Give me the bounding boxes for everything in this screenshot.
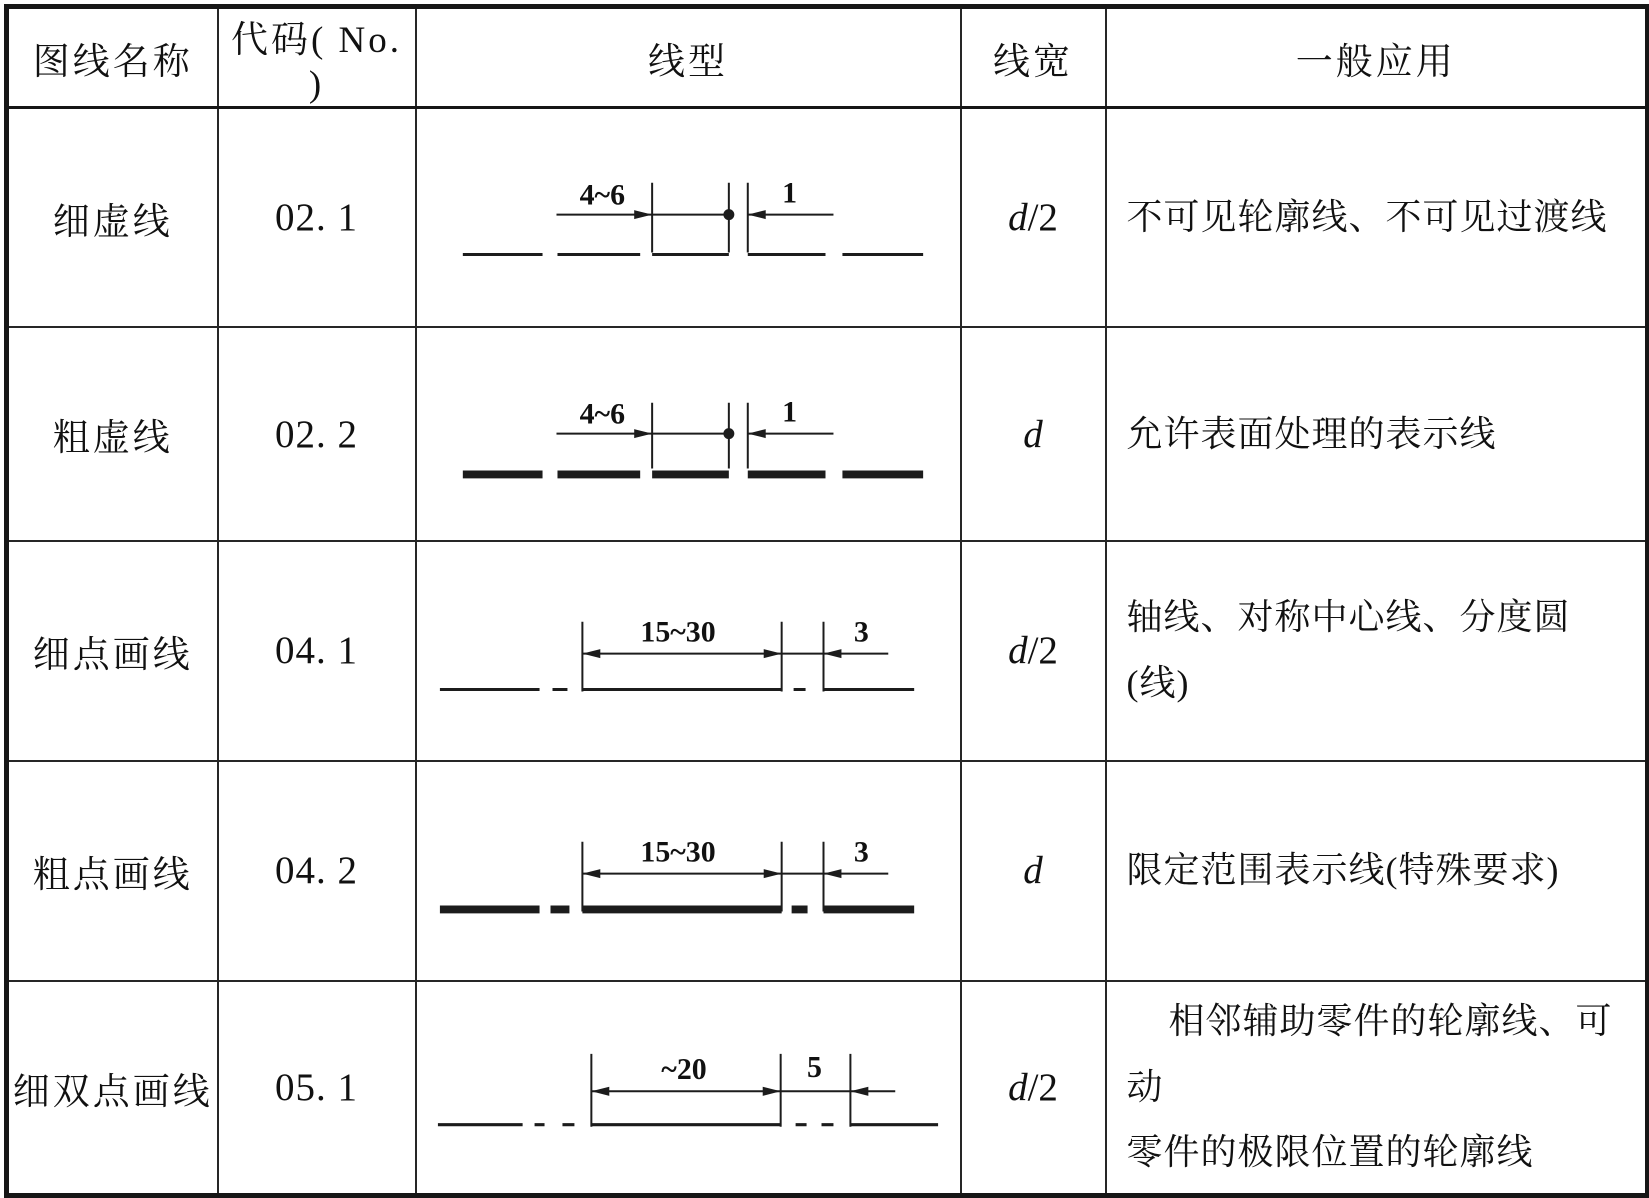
dot-marker xyxy=(723,428,734,439)
line-width-cell xyxy=(961,541,1106,760)
code-cell: 02. 2 xyxy=(218,327,416,541)
dimension-label-gap: 5 xyxy=(806,1049,822,1084)
table-row xyxy=(7,761,1648,981)
dimension-label-gap: 1 xyxy=(781,176,797,210)
line-pattern-diagram-thin-dash-dot xyxy=(416,541,961,760)
arrowhead-left-icon xyxy=(823,869,841,878)
header-line-name: 图线名称 xyxy=(7,7,218,108)
application-text: 轴线、对称中心线、分度圆(线) xyxy=(1126,597,1571,703)
arrowhead-right-icon xyxy=(762,1087,780,1096)
dashed-line-diagram xyxy=(417,328,960,540)
width-denominator: /2 xyxy=(1027,1066,1058,1110)
dimension-label-dash-length: 4~6 xyxy=(579,178,625,212)
table-row xyxy=(7,981,1648,1196)
arrowhead-right-icon xyxy=(634,429,652,438)
header-application: 一般应用 xyxy=(1106,7,1648,108)
line-name-cell: 粗虚线 xyxy=(7,327,218,541)
arrowhead-left-icon xyxy=(591,1087,609,1096)
dimension-label-dash-length: 4~6 xyxy=(579,397,625,431)
table-row xyxy=(7,108,1648,328)
dimension-label-dash-length: ~20 xyxy=(660,1051,707,1086)
code-cell: 02. 1 xyxy=(218,108,416,328)
line-name-cell: 粗点画线 xyxy=(7,761,218,981)
dash-dot-line-diagram xyxy=(417,762,960,980)
dimension-label-dash-length: 15~30 xyxy=(639,616,716,650)
arrowhead-left-icon xyxy=(823,649,841,658)
arrowhead-right-icon xyxy=(763,869,781,878)
dot-marker xyxy=(723,209,734,220)
dimension-label-gap: 3 xyxy=(853,835,869,869)
application-text-line-2: 零件的极限位置的轮廓线 xyxy=(1126,1132,1534,1173)
table-row xyxy=(7,327,1648,541)
arrowhead-right-icon xyxy=(634,210,652,219)
application-cell xyxy=(1106,327,1648,541)
width-denominator: /2 xyxy=(1027,629,1058,673)
application-text-line-1: 相邻辅助零件的轮廓线、可动 xyxy=(1126,1001,1613,1107)
width-value: d xyxy=(1008,629,1028,673)
line-width-cell xyxy=(961,108,1106,328)
line-name-cell: 细点画线 xyxy=(7,541,218,760)
header-code: 代码( No. ) xyxy=(218,7,416,108)
application-cell xyxy=(1106,108,1648,328)
arrowhead-left-icon xyxy=(747,210,765,219)
arrowhead-right-icon xyxy=(763,649,781,658)
arrowhead-left-icon xyxy=(582,869,600,878)
application-cell xyxy=(1106,541,1648,760)
line-pattern-diagram-thin-dashed xyxy=(416,108,961,328)
application-text: 不可见轮廓线、不可见过渡线 xyxy=(1126,196,1608,237)
dimension-label-dash-length: 15~30 xyxy=(639,835,716,869)
line-width-cell xyxy=(961,327,1106,541)
width-value: d xyxy=(1008,1066,1028,1110)
table-row xyxy=(7,541,1648,760)
line-pattern-diagram-double-dash-dot xyxy=(416,981,961,1196)
dashed-line-diagram xyxy=(417,109,960,326)
width-value: d xyxy=(1023,849,1043,893)
double-dash-dot-line-diagram xyxy=(417,982,960,1194)
arrowhead-left-icon xyxy=(747,429,765,438)
line-width-cell xyxy=(961,981,1106,1196)
width-denominator: /2 xyxy=(1027,196,1058,240)
line-pattern-diagram-thick-dash-dot xyxy=(416,761,961,981)
arrowhead-left-icon xyxy=(850,1087,868,1096)
line-pattern-diagram-thick-dashed xyxy=(416,327,961,541)
application-text: 限定范围表示线(特殊要求) xyxy=(1126,849,1560,890)
width-value: d xyxy=(1023,412,1043,456)
line-name-cell: 细双点画线 xyxy=(7,981,218,1196)
code-cell: 05. 1 xyxy=(218,981,416,1196)
width-value: d xyxy=(1008,196,1028,240)
application-text: 允许表面处理的表示线 xyxy=(1126,413,1497,454)
header-row xyxy=(7,7,1648,108)
code-cell: 04. 1 xyxy=(218,541,416,760)
dimension-label-gap: 3 xyxy=(853,616,869,650)
line-name-cell: 细虚线 xyxy=(7,108,218,328)
header-line-width: 线宽 xyxy=(961,7,1106,108)
line-width-cell xyxy=(961,761,1106,981)
arrowhead-left-icon xyxy=(582,649,600,658)
header-line-pattern: 线型 xyxy=(416,7,961,108)
line-type-table xyxy=(4,4,1649,1198)
dimension-label-gap: 1 xyxy=(781,395,797,429)
code-cell: 04. 2 xyxy=(218,761,416,981)
application-cell xyxy=(1106,761,1648,981)
application-cell xyxy=(1106,981,1648,1196)
dash-dot-line-diagram xyxy=(417,542,960,759)
